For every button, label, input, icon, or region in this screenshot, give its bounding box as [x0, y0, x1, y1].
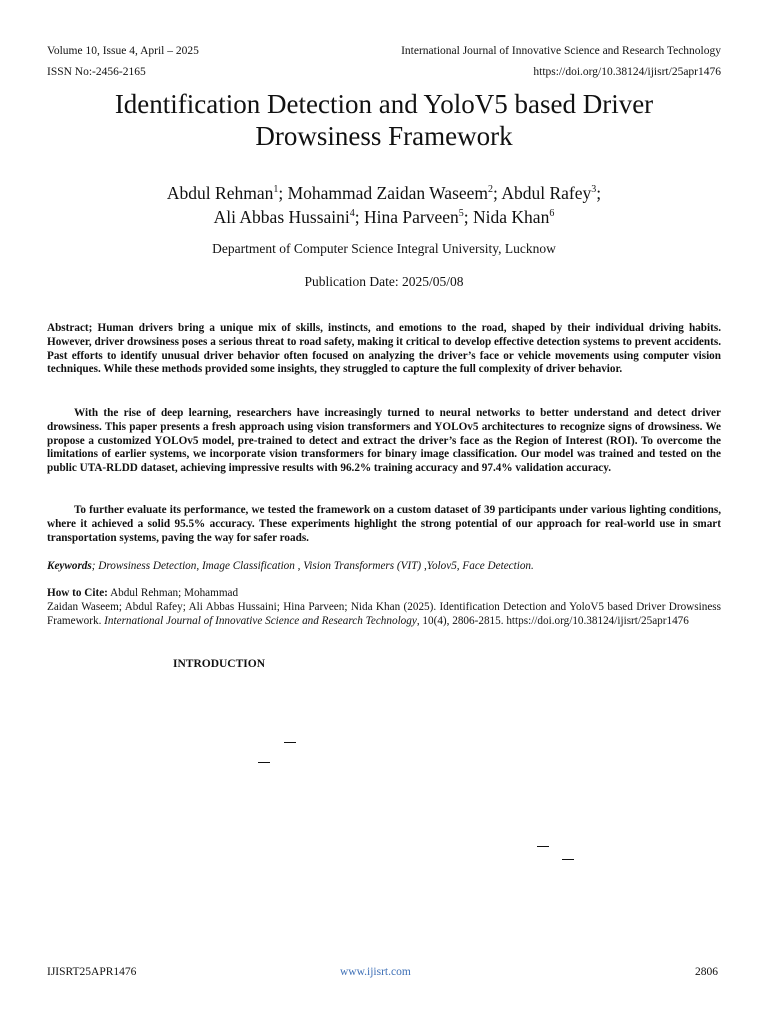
footer-article-id: IJISRT25APR1476 [47, 966, 137, 978]
citation-body: Zaidan Waseem; Abdul Rafey; Ali Abbas Hussaini; Hina Parveen; Nida Khan (2025). Identification Detection and YoloV5 based Driver Drowsiness Framework. [47, 601, 721, 627]
title-line-1: Identification Detection and YoloV5 based Driver [114, 89, 654, 119]
header-doi-link[interactable]: https://doi.org/10.38124/ijisrt/25apr1476 [533, 66, 721, 78]
stray-dash-mark [562, 859, 574, 860]
volume-issue: Volume 10, Issue 4, April – 2025 [47, 45, 199, 57]
citation-journal: International Journal of Innovative Science and Research Technology [104, 614, 417, 627]
abstract-paragraph-1: Abstract; Human drivers bring a unique mix of skills, instincts, and emotions to the road, shaped by their individual driving habits. However, driver drowsiness poses a serious threat to road safety, making it critical to develop effective detection systems to prevent accidents. Past efforts to identify unusual driver behavior often focused on analyzing the driver’s face or vehicle movements using computer vision techniques. While these methods provided some insights, they struggled to capture the full complexity of driver behavior. [47, 322, 721, 376]
issn: ISSN No:-2456-2165 [47, 66, 146, 78]
stray-dash-mark [537, 846, 549, 847]
keywords-text: ; Drowsiness Detection, Image Classification , Vision Transformers (VIT) ,Yolov5, Face Detection. [91, 560, 534, 572]
section-heading-introduction: INTRODUCTION [173, 658, 266, 670]
stray-dash-mark [284, 742, 296, 743]
keywords [47, 560, 721, 574]
author-name: Abdul Rehman [166, 183, 274, 203]
author-name: Nida Khan [473, 207, 550, 227]
author-line-2: Ali Abbas Hussaini$^4$; Hina Parveen$^5$; Nida Khan$^6$ [213, 207, 555, 227]
publication-date: Publication Date: 2025/05/08 [304, 274, 464, 289]
page-number: 2806 [695, 966, 718, 978]
citation-text [47, 601, 721, 629]
stray-dash-mark [258, 762, 270, 763]
footer-website-link[interactable]: www.ijisrt.com [340, 966, 411, 978]
author-affiliation-mark: 6 [549, 208, 555, 219]
abstract-paragraph-2: With the rise of deep learning, researchers have increasingly turned to neural networks to better understand and detect driver drowsiness. This paper presents a fresh approach using vision transformers and YOLOv5 architectures to recognize signs of drowsiness. We propose a customized YOLOv5 model, pre-trained to detect and extract the driver’s face as the Region of Interest (ROI). To overcome the limitations of earlier systems, we incorporate vision transformers for binary image classification. Our model was trained and tested on the public UTA-RLDD dataset, achieving impressive results with 96.2% training accuracy and 97.4% validation accuracy. [47, 407, 721, 475]
citation-doi-link[interactable]: https://doi.org/10.38124/ijisrt/25apr1476 [506, 614, 689, 627]
author-affiliation-mark: 1 [273, 184, 279, 195]
citation-volume: , 10(4), 2806-2815. [416, 614, 504, 627]
author-name: Abdul Rafey [501, 183, 592, 203]
journal-name: International Journal of Innovative Science and Research Technology [401, 45, 721, 57]
abstract-paragraph-3: To further evaluate its performance, we tested the framework on a custom dataset of 39 participants under various lighting conditions, where it achieved a solid 95.5% accuracy. These experiments highlight the strong potential of our approach for real-world use in smart transportation systems, paving the way for safer roads. [47, 504, 721, 544]
author-affiliation-mark: 3 [591, 184, 597, 195]
author-name: Ali Abbas Hussaini [213, 207, 350, 227]
affiliation: Department of Computer Science Integral University, Lucknow [212, 241, 556, 256]
author-affiliation-mark: 2 [488, 184, 494, 195]
title-line-2: Drowsiness Framework [255, 121, 513, 151]
how-to-cite-heading [47, 587, 238, 601]
author-line-1: Abdul Rehman$^1$; Mohammad Zaidan Waseem$^2$; Abdul Rafey$^3$; [166, 183, 602, 203]
how-to-cite-first-line: Abdul Rehman; Mohammad [107, 587, 239, 599]
author-name: Hina Parveen [364, 207, 459, 227]
how-to-cite-label: How to Cite: [47, 587, 108, 599]
author-name: Mohammad Zaidan Waseem [287, 183, 489, 203]
author-list [40, 181, 728, 229]
author-affiliation-mark: 4 [349, 208, 355, 219]
author-affiliation-mark: 5 [458, 208, 464, 219]
paper-title [40, 88, 728, 152]
keywords-label: Keywords [47, 560, 92, 572]
